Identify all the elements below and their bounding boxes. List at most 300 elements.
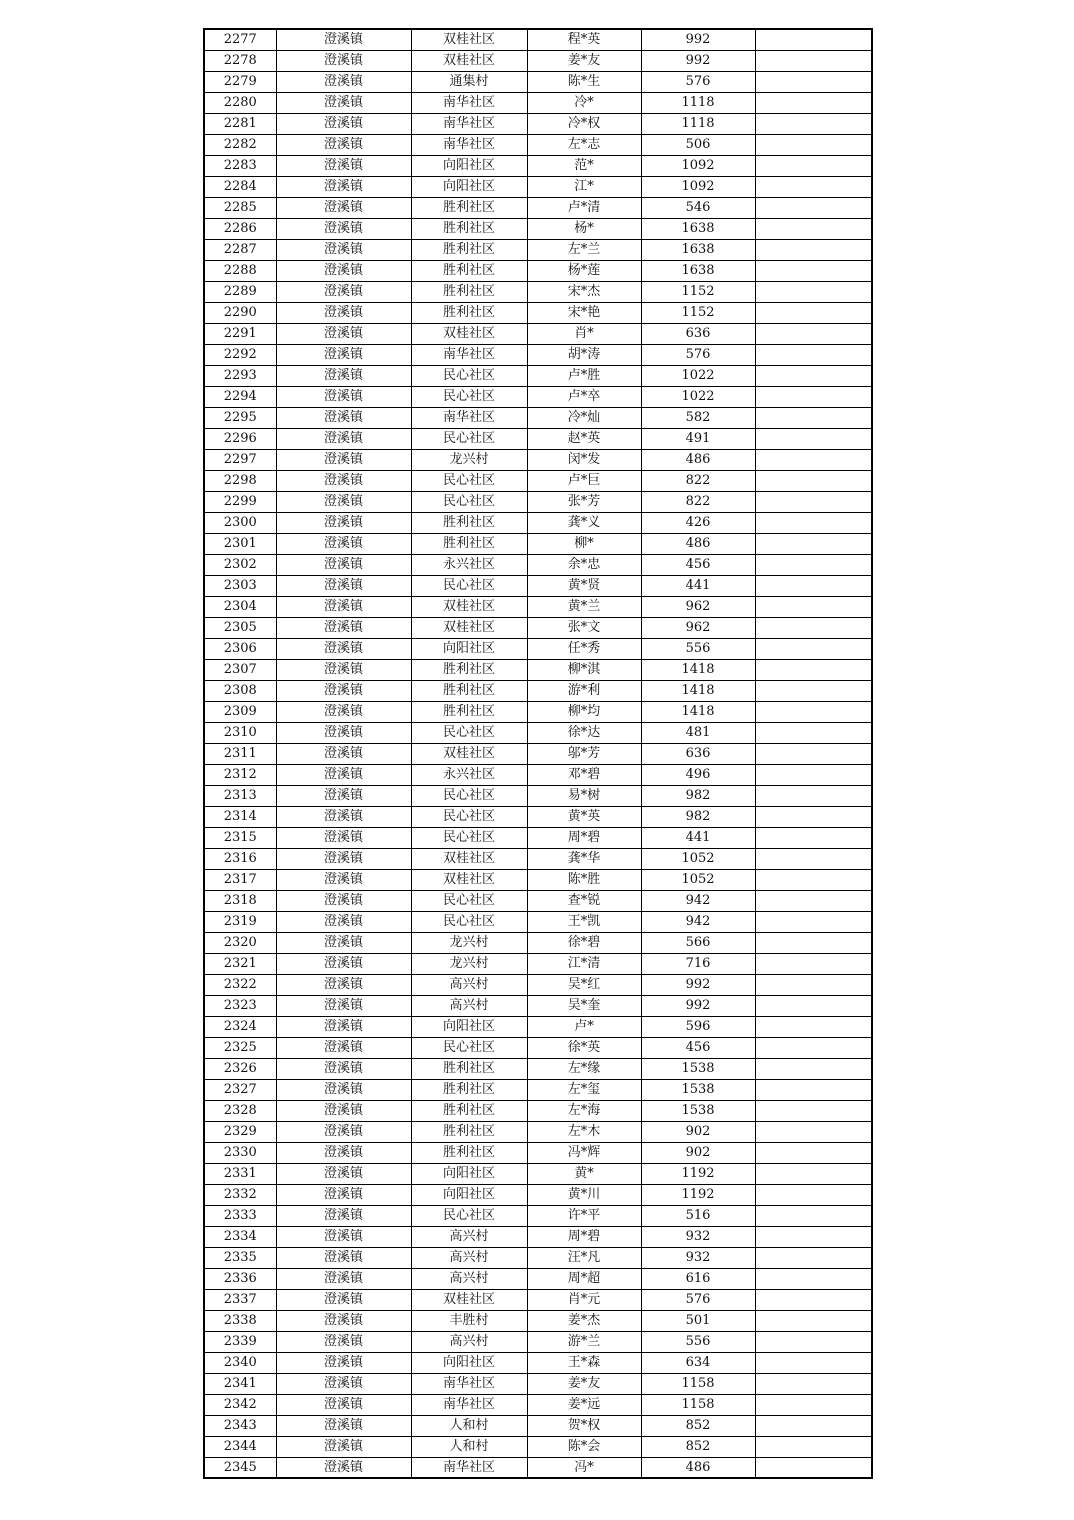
row-number-cell: 2293 bbox=[204, 365, 276, 386]
community-cell: 双桂社区 bbox=[411, 596, 527, 617]
row-number-cell: 2287 bbox=[204, 239, 276, 260]
community-cell: 民心社区 bbox=[411, 491, 527, 512]
community-cell: 南华社区 bbox=[411, 1373, 527, 1394]
amount-cell: 1152 bbox=[641, 281, 755, 302]
amount-cell: 1418 bbox=[641, 659, 755, 680]
row-number-cell: 2281 bbox=[204, 113, 276, 134]
amount-cell: 1022 bbox=[641, 386, 755, 407]
row-number-cell: 2341 bbox=[204, 1373, 276, 1394]
town-cell: 澄溪镇 bbox=[276, 1142, 411, 1163]
table-row bbox=[204, 407, 872, 428]
name-cell: 姜*友 bbox=[527, 1373, 641, 1394]
name-cell: 邓*碧 bbox=[527, 764, 641, 785]
community-cell: 双桂社区 bbox=[411, 617, 527, 638]
town-cell: 澄溪镇 bbox=[276, 806, 411, 827]
row-number-cell: 2277 bbox=[204, 29, 276, 50]
name-cell: 易*树 bbox=[527, 785, 641, 806]
name-cell: 贺*权 bbox=[527, 1415, 641, 1436]
name-cell: 冯*辉 bbox=[527, 1142, 641, 1163]
community-cell: 民心社区 bbox=[411, 722, 527, 743]
remark-cell bbox=[755, 554, 872, 575]
amount-cell: 1158 bbox=[641, 1394, 755, 1415]
remark-cell bbox=[755, 1142, 872, 1163]
amount-cell: 962 bbox=[641, 596, 755, 617]
amount-cell: 822 bbox=[641, 491, 755, 512]
remark-cell bbox=[755, 575, 872, 596]
town-cell: 澄溪镇 bbox=[276, 827, 411, 848]
community-cell: 人和村 bbox=[411, 1415, 527, 1436]
table-row bbox=[204, 974, 872, 995]
remark-cell bbox=[755, 1310, 872, 1331]
town-cell: 澄溪镇 bbox=[276, 869, 411, 890]
row-number-cell: 2282 bbox=[204, 134, 276, 155]
town-cell: 澄溪镇 bbox=[276, 1352, 411, 1373]
remark-cell bbox=[755, 659, 872, 680]
name-cell: 卢*巨 bbox=[527, 470, 641, 491]
amount-cell: 546 bbox=[641, 197, 755, 218]
town-cell: 澄溪镇 bbox=[276, 281, 411, 302]
community-cell: 胜利社区 bbox=[411, 680, 527, 701]
name-cell: 徐*达 bbox=[527, 722, 641, 743]
amount-cell: 616 bbox=[641, 1268, 755, 1289]
community-cell: 民心社区 bbox=[411, 911, 527, 932]
name-cell: 冷* bbox=[527, 92, 641, 113]
community-cell: 通集村 bbox=[411, 71, 527, 92]
town-cell: 澄溪镇 bbox=[276, 1415, 411, 1436]
town-cell: 澄溪镇 bbox=[276, 491, 411, 512]
amount-cell: 582 bbox=[641, 407, 755, 428]
town-cell: 澄溪镇 bbox=[276, 1436, 411, 1457]
town-cell: 澄溪镇 bbox=[276, 995, 411, 1016]
remark-cell bbox=[755, 911, 872, 932]
town-cell: 澄溪镇 bbox=[276, 1100, 411, 1121]
town-cell: 澄溪镇 bbox=[276, 659, 411, 680]
community-cell: 民心社区 bbox=[411, 785, 527, 806]
row-number-cell: 2319 bbox=[204, 911, 276, 932]
name-cell: 赵*英 bbox=[527, 428, 641, 449]
table-row bbox=[204, 764, 872, 785]
row-number-cell: 2335 bbox=[204, 1247, 276, 1268]
table-row bbox=[204, 386, 872, 407]
row-number-cell: 2334 bbox=[204, 1226, 276, 1247]
remark-cell bbox=[755, 71, 872, 92]
table-row bbox=[204, 596, 872, 617]
remark-cell bbox=[755, 491, 872, 512]
amount-cell: 932 bbox=[641, 1226, 755, 1247]
town-cell: 澄溪镇 bbox=[276, 1079, 411, 1100]
table-row bbox=[204, 1289, 872, 1310]
community-cell: 向阳社区 bbox=[411, 1163, 527, 1184]
remark-cell bbox=[755, 596, 872, 617]
row-number-cell: 2278 bbox=[204, 50, 276, 71]
name-cell: 张*芳 bbox=[527, 491, 641, 512]
row-number-cell: 2301 bbox=[204, 533, 276, 554]
table-row bbox=[204, 995, 872, 1016]
row-number-cell: 2331 bbox=[204, 1163, 276, 1184]
community-cell: 向阳社区 bbox=[411, 638, 527, 659]
town-cell: 澄溪镇 bbox=[276, 596, 411, 617]
table-row bbox=[204, 1268, 872, 1289]
table-row bbox=[204, 1310, 872, 1331]
table-row bbox=[204, 932, 872, 953]
row-number-cell: 2322 bbox=[204, 974, 276, 995]
amount-cell: 1538 bbox=[641, 1058, 755, 1079]
town-cell: 澄溪镇 bbox=[276, 71, 411, 92]
amount-cell: 1538 bbox=[641, 1100, 755, 1121]
amount-cell: 576 bbox=[641, 71, 755, 92]
amount-cell: 596 bbox=[641, 1016, 755, 1037]
town-cell: 澄溪镇 bbox=[276, 953, 411, 974]
community-cell: 高兴村 bbox=[411, 1331, 527, 1352]
town-cell: 澄溪镇 bbox=[276, 848, 411, 869]
remark-cell bbox=[755, 974, 872, 995]
table-row bbox=[204, 659, 872, 680]
row-number-cell: 2298 bbox=[204, 470, 276, 491]
amount-cell: 992 bbox=[641, 995, 755, 1016]
table-row bbox=[204, 428, 872, 449]
table-row bbox=[204, 1037, 872, 1058]
table-row bbox=[204, 365, 872, 386]
row-number-cell: 2284 bbox=[204, 176, 276, 197]
name-cell: 左*志 bbox=[527, 134, 641, 155]
amount-cell: 1638 bbox=[641, 218, 755, 239]
name-cell: 任*秀 bbox=[527, 638, 641, 659]
row-number-cell: 2323 bbox=[204, 995, 276, 1016]
remark-cell bbox=[755, 1184, 872, 1205]
row-number-cell: 2340 bbox=[204, 1352, 276, 1373]
amount-cell: 962 bbox=[641, 617, 755, 638]
community-cell: 龙兴村 bbox=[411, 449, 527, 470]
town-cell: 澄溪镇 bbox=[276, 722, 411, 743]
remark-cell bbox=[755, 953, 872, 974]
row-number-cell: 2286 bbox=[204, 218, 276, 239]
row-number-cell: 2292 bbox=[204, 344, 276, 365]
remark-cell bbox=[755, 533, 872, 554]
community-cell: 双桂社区 bbox=[411, 743, 527, 764]
town-cell: 澄溪镇 bbox=[276, 1457, 411, 1478]
remark-cell bbox=[755, 407, 872, 428]
amount-cell: 456 bbox=[641, 1037, 755, 1058]
name-cell: 卢* bbox=[527, 1016, 641, 1037]
row-number-cell: 2326 bbox=[204, 1058, 276, 1079]
table-row bbox=[204, 1205, 872, 1226]
row-number-cell: 2325 bbox=[204, 1037, 276, 1058]
row-number-cell: 2342 bbox=[204, 1394, 276, 1415]
table-row bbox=[204, 155, 872, 176]
row-number-cell: 2315 bbox=[204, 827, 276, 848]
row-number-cell: 2324 bbox=[204, 1016, 276, 1037]
row-number-cell: 2296 bbox=[204, 428, 276, 449]
name-cell: 胡*涛 bbox=[527, 344, 641, 365]
name-cell: 姜*友 bbox=[527, 50, 641, 71]
town-cell: 澄溪镇 bbox=[276, 1037, 411, 1058]
community-cell: 民心社区 bbox=[411, 575, 527, 596]
town-cell: 澄溪镇 bbox=[276, 176, 411, 197]
name-cell: 姜*远 bbox=[527, 1394, 641, 1415]
name-cell: 杨*莲 bbox=[527, 260, 641, 281]
community-cell: 高兴村 bbox=[411, 995, 527, 1016]
remark-cell bbox=[755, 1268, 872, 1289]
town-cell: 澄溪镇 bbox=[276, 974, 411, 995]
table-row bbox=[204, 134, 872, 155]
table-row bbox=[204, 113, 872, 134]
community-cell: 胜利社区 bbox=[411, 197, 527, 218]
row-number-cell: 2339 bbox=[204, 1331, 276, 1352]
remark-cell bbox=[755, 323, 872, 344]
remark-cell bbox=[755, 680, 872, 701]
remark-cell bbox=[755, 785, 872, 806]
remark-cell bbox=[755, 1121, 872, 1142]
amount-cell: 852 bbox=[641, 1436, 755, 1457]
name-cell: 陈*会 bbox=[527, 1436, 641, 1457]
table-row bbox=[204, 638, 872, 659]
row-number-cell: 2330 bbox=[204, 1142, 276, 1163]
row-number-cell: 2299 bbox=[204, 491, 276, 512]
row-number-cell: 2310 bbox=[204, 722, 276, 743]
table-row bbox=[204, 176, 872, 197]
table-row bbox=[204, 953, 872, 974]
row-number-cell: 2283 bbox=[204, 155, 276, 176]
amount-cell: 441 bbox=[641, 575, 755, 596]
remark-cell bbox=[755, 995, 872, 1016]
community-cell: 胜利社区 bbox=[411, 281, 527, 302]
remark-cell bbox=[755, 1037, 872, 1058]
amount-cell: 1152 bbox=[641, 302, 755, 323]
name-cell: 陈*生 bbox=[527, 71, 641, 92]
community-cell: 双桂社区 bbox=[411, 869, 527, 890]
community-cell: 民心社区 bbox=[411, 428, 527, 449]
amount-cell: 822 bbox=[641, 470, 755, 491]
remark-cell bbox=[755, 617, 872, 638]
amount-cell: 1158 bbox=[641, 1373, 755, 1394]
name-cell: 龚*义 bbox=[527, 512, 641, 533]
row-number-cell: 2288 bbox=[204, 260, 276, 281]
community-cell: 龙兴村 bbox=[411, 953, 527, 974]
remark-cell bbox=[755, 281, 872, 302]
row-number-cell: 2329 bbox=[204, 1121, 276, 1142]
row-number-cell: 2307 bbox=[204, 659, 276, 680]
remark-cell bbox=[755, 1058, 872, 1079]
name-cell: 黄*贤 bbox=[527, 575, 641, 596]
name-cell: 江* bbox=[527, 176, 641, 197]
row-number-cell: 2279 bbox=[204, 71, 276, 92]
table-row bbox=[204, 50, 872, 71]
row-number-cell: 2327 bbox=[204, 1079, 276, 1100]
row-number-cell: 2321 bbox=[204, 953, 276, 974]
amount-cell: 486 bbox=[641, 1457, 755, 1478]
table-row bbox=[204, 1457, 872, 1478]
remark-cell bbox=[755, 1415, 872, 1436]
amount-cell: 556 bbox=[641, 1331, 755, 1352]
town-cell: 澄溪镇 bbox=[276, 449, 411, 470]
name-cell: 游*兰 bbox=[527, 1331, 641, 1352]
community-cell: 南华社区 bbox=[411, 134, 527, 155]
community-cell: 丰胜村 bbox=[411, 1310, 527, 1331]
town-cell: 澄溪镇 bbox=[276, 1121, 411, 1142]
name-cell: 卢*卒 bbox=[527, 386, 641, 407]
row-number-cell: 2306 bbox=[204, 638, 276, 659]
town-cell: 澄溪镇 bbox=[276, 197, 411, 218]
amount-cell: 456 bbox=[641, 554, 755, 575]
remark-cell bbox=[755, 764, 872, 785]
remark-cell bbox=[755, 1100, 872, 1121]
name-cell: 龚*华 bbox=[527, 848, 641, 869]
table-row bbox=[204, 722, 872, 743]
community-cell: 民心社区 bbox=[411, 890, 527, 911]
name-cell: 徐*碧 bbox=[527, 932, 641, 953]
amount-cell: 1538 bbox=[641, 1079, 755, 1100]
community-cell: 民心社区 bbox=[411, 1037, 527, 1058]
row-number-cell: 2294 bbox=[204, 386, 276, 407]
table-row bbox=[204, 869, 872, 890]
amount-cell: 496 bbox=[641, 764, 755, 785]
remark-cell bbox=[755, 890, 872, 911]
community-cell: 人和村 bbox=[411, 1436, 527, 1457]
community-cell: 向阳社区 bbox=[411, 176, 527, 197]
name-cell: 冯* bbox=[527, 1457, 641, 1478]
town-cell: 澄溪镇 bbox=[276, 1289, 411, 1310]
remark-cell bbox=[755, 449, 872, 470]
town-cell: 澄溪镇 bbox=[276, 407, 411, 428]
remark-cell bbox=[755, 365, 872, 386]
name-cell: 黄* bbox=[527, 1163, 641, 1184]
community-cell: 民心社区 bbox=[411, 1205, 527, 1226]
name-cell: 冷*灿 bbox=[527, 407, 641, 428]
amount-cell: 516 bbox=[641, 1205, 755, 1226]
amount-cell: 1418 bbox=[641, 680, 755, 701]
table-row bbox=[204, 890, 872, 911]
remark-cell bbox=[755, 1247, 872, 1268]
amount-cell: 982 bbox=[641, 806, 755, 827]
name-cell: 余*忠 bbox=[527, 554, 641, 575]
town-cell: 澄溪镇 bbox=[276, 323, 411, 344]
remark-cell bbox=[755, 260, 872, 281]
town-cell: 澄溪镇 bbox=[276, 617, 411, 638]
table-row bbox=[204, 218, 872, 239]
amount-cell: 556 bbox=[641, 638, 755, 659]
table-row bbox=[204, 701, 872, 722]
community-cell: 胜利社区 bbox=[411, 512, 527, 533]
remark-cell bbox=[755, 239, 872, 260]
row-number-cell: 2313 bbox=[204, 785, 276, 806]
community-cell: 龙兴村 bbox=[411, 932, 527, 953]
amount-cell: 902 bbox=[641, 1142, 755, 1163]
remark-cell bbox=[755, 1205, 872, 1226]
row-number-cell: 2280 bbox=[204, 92, 276, 113]
table-row bbox=[204, 260, 872, 281]
row-number-cell: 2300 bbox=[204, 512, 276, 533]
remark-cell bbox=[755, 932, 872, 953]
remark-cell bbox=[755, 428, 872, 449]
town-cell: 澄溪镇 bbox=[276, 680, 411, 701]
amount-cell: 1118 bbox=[641, 113, 755, 134]
name-cell: 邬*芳 bbox=[527, 743, 641, 764]
community-cell: 胜利社区 bbox=[411, 1142, 527, 1163]
amount-cell: 992 bbox=[641, 29, 755, 50]
name-cell: 柳* bbox=[527, 533, 641, 554]
remark-cell bbox=[755, 1289, 872, 1310]
name-cell: 黄*英 bbox=[527, 806, 641, 827]
town-cell: 澄溪镇 bbox=[276, 512, 411, 533]
amount-cell: 441 bbox=[641, 827, 755, 848]
community-cell: 民心社区 bbox=[411, 470, 527, 491]
remark-cell bbox=[755, 155, 872, 176]
town-cell: 澄溪镇 bbox=[276, 470, 411, 491]
town-cell: 澄溪镇 bbox=[276, 1058, 411, 1079]
row-number-cell: 2305 bbox=[204, 617, 276, 638]
town-cell: 澄溪镇 bbox=[276, 764, 411, 785]
name-cell: 吴*红 bbox=[527, 974, 641, 995]
table-row bbox=[204, 323, 872, 344]
community-cell: 胜利社区 bbox=[411, 533, 527, 554]
community-cell: 南华社区 bbox=[411, 92, 527, 113]
community-cell: 双桂社区 bbox=[411, 323, 527, 344]
town-cell: 澄溪镇 bbox=[276, 554, 411, 575]
amount-cell: 1092 bbox=[641, 176, 755, 197]
table-row bbox=[204, 743, 872, 764]
name-cell: 左*玺 bbox=[527, 1079, 641, 1100]
amount-cell: 1022 bbox=[641, 365, 755, 386]
name-cell: 周*碧 bbox=[527, 1226, 641, 1247]
remark-cell bbox=[755, 386, 872, 407]
town-cell: 澄溪镇 bbox=[276, 344, 411, 365]
remark-cell bbox=[755, 1352, 872, 1373]
amount-cell: 1052 bbox=[641, 848, 755, 869]
community-cell: 高兴村 bbox=[411, 974, 527, 995]
town-cell: 澄溪镇 bbox=[276, 1310, 411, 1331]
name-cell: 冷*权 bbox=[527, 113, 641, 134]
community-cell: 南华社区 bbox=[411, 344, 527, 365]
name-cell: 左*缘 bbox=[527, 1058, 641, 1079]
community-cell: 双桂社区 bbox=[411, 1289, 527, 1310]
row-number-cell: 2304 bbox=[204, 596, 276, 617]
row-number-cell: 2303 bbox=[204, 575, 276, 596]
name-cell: 柳*均 bbox=[527, 701, 641, 722]
name-cell: 柳*淇 bbox=[527, 659, 641, 680]
town-cell: 澄溪镇 bbox=[276, 638, 411, 659]
table-row bbox=[204, 617, 872, 638]
name-cell: 左*木 bbox=[527, 1121, 641, 1142]
town-cell: 澄溪镇 bbox=[276, 428, 411, 449]
remark-cell bbox=[755, 1226, 872, 1247]
name-cell: 卢*清 bbox=[527, 197, 641, 218]
table-row bbox=[204, 71, 872, 92]
town-cell: 澄溪镇 bbox=[276, 1268, 411, 1289]
name-cell: 肖* bbox=[527, 323, 641, 344]
amount-cell: 982 bbox=[641, 785, 755, 806]
amount-cell: 481 bbox=[641, 722, 755, 743]
remark-cell bbox=[755, 701, 872, 722]
community-cell: 民心社区 bbox=[411, 806, 527, 827]
table-row bbox=[204, 1079, 872, 1100]
remark-cell bbox=[755, 869, 872, 890]
name-cell: 姜*杰 bbox=[527, 1310, 641, 1331]
table-row bbox=[204, 1163, 872, 1184]
town-cell: 澄溪镇 bbox=[276, 701, 411, 722]
row-number-cell: 2308 bbox=[204, 680, 276, 701]
name-cell: 左*海 bbox=[527, 1100, 641, 1121]
name-cell: 卢*胜 bbox=[527, 365, 641, 386]
community-cell: 胜利社区 bbox=[411, 302, 527, 323]
community-cell: 南华社区 bbox=[411, 407, 527, 428]
amount-cell: 1192 bbox=[641, 1184, 755, 1205]
amount-cell: 1052 bbox=[641, 869, 755, 890]
town-cell: 澄溪镇 bbox=[276, 1394, 411, 1415]
table-row bbox=[204, 197, 872, 218]
amount-cell: 576 bbox=[641, 1289, 755, 1310]
row-number-cell: 2316 bbox=[204, 848, 276, 869]
community-cell: 民心社区 bbox=[411, 827, 527, 848]
